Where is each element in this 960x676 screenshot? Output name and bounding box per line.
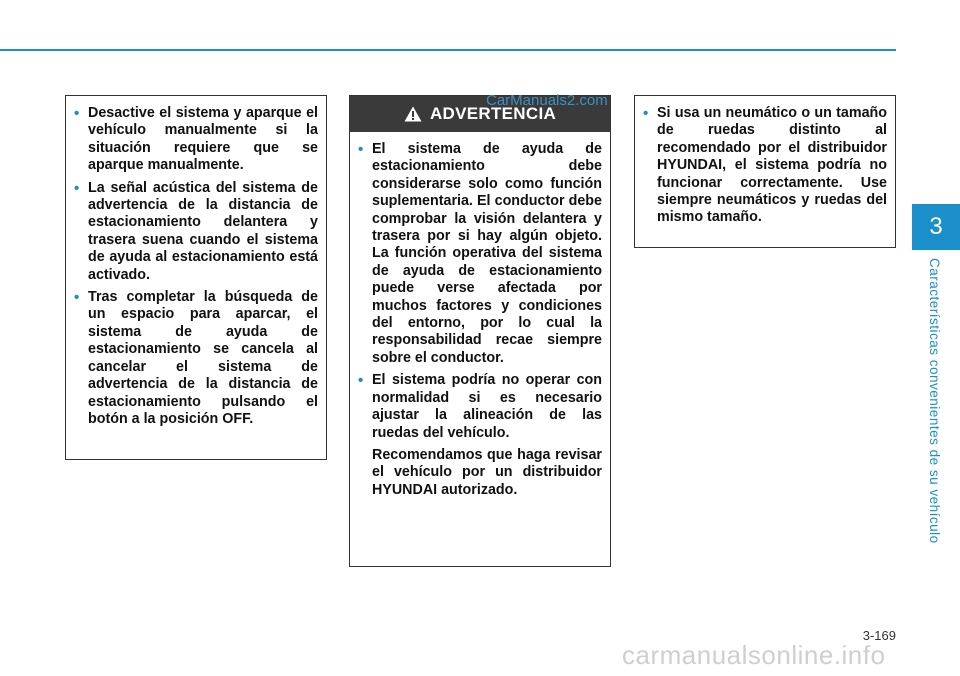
page-number: 3-169 (862, 628, 896, 643)
info-list-left (74, 105, 318, 428)
list-item (74, 180, 318, 284)
warning-list (358, 141, 602, 442)
warning-body (350, 132, 610, 499)
list-item-text: La señal acústica del sistema de advertencia de la distancia de estacionamiento delantera y trasera suena cuando el sistema de ayuda al estacionamiento está activado. (88, 179, 318, 283)
info-box-left (65, 95, 327, 460)
list-item-text: Desactive el sistema y aparque el vehículo manualmente si la situación requiere que se aparque manualmente. (88, 105, 318, 174)
warning-title: ADVERTENCIA (429, 104, 557, 123)
chapter-number-tab: 3 (912, 204, 960, 250)
bullet-icon: • (358, 372, 364, 390)
header-rule (0, 49, 896, 51)
warning-continuation: Recomendamos que haga revisar el vehículo por un distribuidor HYUNDAI autorizado. (372, 446, 602, 498)
warning-box (349, 95, 611, 567)
bullet-icon: • (643, 105, 649, 122)
warning-triangle-icon (404, 106, 422, 122)
list-item-text: El sistema podría no operar con normalidad si es necesario ajustar la alineación de las ruedas del vehículo. (372, 372, 602, 441)
bullet-icon: • (74, 179, 80, 197)
watermark-bottom: carmanualsonline.info (622, 640, 886, 670)
list-item (358, 372, 602, 442)
bullet-icon: • (74, 105, 80, 122)
list-item-text: Si usa un neumático o un tamaño de ruedas distinto al recomendado por el distribuidor HYUNDAI, el sistema podría no funcionar correctamente. Use siempre neumáticos y ruedas del mismo tamaño. (657, 105, 887, 226)
list-item (74, 105, 318, 175)
info-list-right (643, 105, 887, 227)
list-item (74, 289, 318, 428)
bullet-icon: • (358, 141, 364, 158)
list-item (643, 105, 887, 227)
chapter-title: Características convenientes de su vehículo (927, 258, 942, 544)
info-box-right (634, 95, 896, 248)
watermark-top: CarManuals2.com (486, 92, 608, 109)
list-item-text: Tras completar la búsqueda de un espacio para aparcar, el sistema de ayuda de estacionamiento se cancela al cancelar el sistema de advertencia de la distancia de estacionamiento pulsando el botón a la posición OFF. (88, 289, 318, 427)
list-item-text: El sistema de ayuda de estacionamiento debe considerarse solo como función suplementaria. El conductor debe comprobar la visión delantera y trasera por si hay algún objeto. La función operativa del sistema de ayuda de estacionamiento puede verse afectada por muchos factores y condiciones del entorno, por lo cual la responsabilidad recae siempre sobre el conductor. (372, 141, 602, 366)
list-item (358, 141, 602, 367)
bullet-icon: • (74, 289, 80, 307)
